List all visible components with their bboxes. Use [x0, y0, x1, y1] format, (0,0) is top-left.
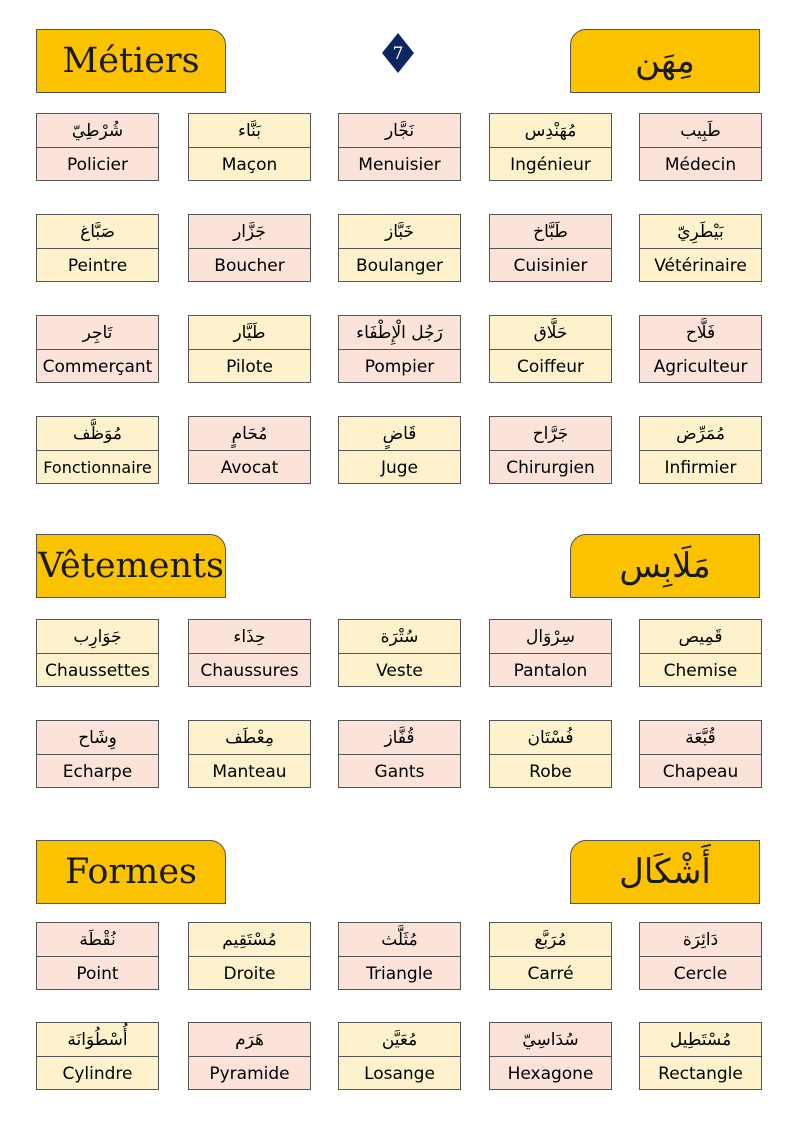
vocab-card — [188, 1022, 311, 1090]
arabic-word: مِعْطَف — [189, 721, 310, 755]
arabic-word: قَمِيص — [640, 620, 761, 654]
french-word: Coiffeur — [517, 356, 584, 377]
french-word: Robe — [529, 761, 572, 782]
vocab-card — [188, 315, 311, 383]
arabic-word: بَنَّاء — [189, 114, 310, 148]
arabic-word: سُتْرَة — [339, 620, 460, 654]
french-word: Boulanger — [356, 255, 443, 276]
french-word: Echarpe — [62, 761, 133, 782]
french-word: Gants — [374, 761, 425, 782]
vocab-card — [489, 619, 612, 687]
arabic-word: حَلَّاق — [490, 316, 611, 350]
french-word: Veste — [376, 660, 423, 681]
french-word: Agriculteur — [653, 356, 748, 377]
french-word: Chemise — [663, 660, 738, 681]
french-word: Point — [76, 963, 119, 984]
french-word: Boucher — [214, 255, 285, 276]
vocab-card — [489, 720, 612, 788]
vocab-card — [188, 922, 311, 990]
vocab-card — [489, 416, 612, 484]
french-word: Maçon — [221, 154, 278, 175]
arabic-word: مُسْتَقِيم — [189, 923, 310, 957]
vocab-card — [188, 720, 311, 788]
vocab-card — [36, 315, 159, 383]
arabic-word: نَجَّار — [339, 114, 460, 148]
french-word: Cercle — [673, 963, 728, 984]
section-title-ar: أَشْكَال — [619, 852, 711, 892]
section-title-vetements-ar — [570, 534, 760, 598]
arabic-word: تَاجِر — [37, 316, 158, 350]
arabic-word: قُفَّاز — [339, 721, 460, 755]
french-word: Chapeau — [662, 761, 739, 782]
vocab-card — [36, 1022, 159, 1090]
vocab-card — [36, 214, 159, 282]
arabic-word: مُحَامٍ — [189, 417, 310, 451]
french-word: Carré — [527, 963, 574, 984]
vocab-card — [188, 113, 311, 181]
vocab-card — [639, 214, 762, 282]
vocab-card — [639, 315, 762, 383]
arabic-word: وِشَاح — [37, 721, 158, 755]
arabic-word: مُسْتَطِيل — [640, 1023, 761, 1057]
french-word: Fonctionnaire — [43, 458, 152, 477]
french-word: Chaussures — [200, 660, 299, 681]
arabic-word: مُهَنْدِس — [490, 114, 611, 148]
vocab-card — [639, 113, 762, 181]
vocab-card — [338, 416, 461, 484]
arabic-word: طَبَّاخ — [490, 215, 611, 249]
arabic-word: صَبَّاغ — [37, 215, 158, 249]
arabic-word: أُسْطُوَانَة — [37, 1023, 158, 1057]
arabic-word: مُمَرِّض — [640, 417, 761, 451]
diamond-icon — [381, 32, 415, 74]
section-title-metiers-ar — [570, 29, 760, 93]
french-word: Rectangle — [658, 1063, 743, 1084]
french-word: Chirurgien — [506, 457, 595, 478]
french-word: Pompier — [364, 356, 435, 377]
french-word: Cylindre — [62, 1063, 133, 1084]
section-title-metiers-fr — [36, 29, 226, 93]
arabic-word: هَرَم — [189, 1023, 310, 1057]
section-title-fr: Formes — [64, 852, 198, 892]
french-word: Menuisier — [358, 154, 441, 175]
arabic-word: جَزَّار — [189, 215, 310, 249]
french-word: Manteau — [212, 761, 287, 782]
vocab-card — [338, 1022, 461, 1090]
french-word: Peintre — [67, 255, 128, 276]
section-title-ar: مِهَن — [635, 41, 695, 81]
arabic-word: مُرَبَّع — [490, 923, 611, 957]
arabic-word: طَيَّار — [189, 316, 310, 350]
vocab-card — [338, 619, 461, 687]
arabic-word: قَاضٍ — [339, 417, 460, 451]
arabic-word: قُبَّعَة — [640, 721, 761, 755]
vocab-card — [338, 113, 461, 181]
vocab-card — [639, 922, 762, 990]
arabic-word: طَبِيب — [640, 114, 761, 148]
french-word: Triangle — [366, 963, 433, 984]
french-word: Vétérinaire — [654, 255, 747, 276]
section-title-formes-fr — [36, 840, 226, 904]
vocab-card — [36, 619, 159, 687]
french-word: Droite — [223, 963, 276, 984]
arabic-word: فَلَّاح — [640, 316, 761, 350]
french-word: Commerçant — [42, 356, 153, 377]
vocab-card — [489, 113, 612, 181]
arabic-word: حِذَاء — [189, 620, 310, 654]
french-word: Pyramide — [209, 1063, 290, 1084]
section-title-fr: Métiers — [62, 41, 200, 81]
french-word: Avocat — [220, 457, 279, 478]
arabic-word: مُثَلَّث — [339, 923, 460, 957]
arabic-word: مُعَيَّن — [339, 1023, 460, 1057]
arabic-word: سُدَاسِيّ — [490, 1023, 611, 1057]
french-word: Policier — [66, 154, 128, 175]
vocab-card — [489, 922, 612, 990]
arabic-word: جَرَّاح — [490, 417, 611, 451]
vocab-card — [639, 720, 762, 788]
vocab-card — [639, 619, 762, 687]
section-title-formes-ar — [570, 840, 760, 904]
vocab-card — [338, 315, 461, 383]
section-title-ar: مَلَابِس — [619, 546, 711, 586]
vocab-card — [36, 416, 159, 484]
french-word: Hexagone — [507, 1063, 594, 1084]
vocab-card — [639, 416, 762, 484]
section-title-fr: Vêtements — [37, 546, 225, 586]
vocab-card — [489, 1022, 612, 1090]
french-word: Losange — [364, 1063, 435, 1084]
arabic-word: شُرْطِيّ — [37, 114, 158, 148]
french-word: Pantalon — [513, 660, 588, 681]
vocab-card — [489, 315, 612, 383]
vocab-card — [338, 922, 461, 990]
french-word: Cuisinier — [513, 255, 588, 276]
arabic-word: خَبَّاز — [339, 215, 460, 249]
page-number-badge — [381, 32, 415, 74]
french-word: Infirmier — [664, 457, 737, 478]
page-number: 7 — [392, 44, 404, 64]
arabic-word: نُقْطَة — [37, 923, 158, 957]
arabic-word: سِرْوَال — [490, 620, 611, 654]
arabic-word: دَائِرَة — [640, 923, 761, 957]
french-word: Médecin — [664, 154, 737, 175]
vocab-card — [338, 214, 461, 282]
vocab-card — [188, 619, 311, 687]
arabic-word: رَجُل الْإِطْفَاء — [339, 316, 460, 350]
vocab-card — [338, 720, 461, 788]
arabic-word: مُوَظَّف — [37, 417, 158, 451]
vocab-card — [639, 1022, 762, 1090]
arabic-word: فُسْتَان — [490, 721, 611, 755]
vocab-card — [36, 720, 159, 788]
vocab-card — [36, 113, 159, 181]
arabic-word: جَوَارِب — [37, 620, 158, 654]
french-word: Juge — [380, 457, 419, 478]
vocab-card — [489, 214, 612, 282]
vocab-card — [188, 214, 311, 282]
arabic-word: بَيْطَرِيّ — [640, 215, 761, 249]
section-title-vetements-fr — [36, 534, 226, 598]
french-word: Pilote — [226, 356, 273, 377]
vocab-card — [36, 922, 159, 990]
french-word: Chaussettes — [45, 660, 150, 681]
vocab-card — [188, 416, 311, 484]
french-word: Ingénieur — [510, 154, 591, 175]
